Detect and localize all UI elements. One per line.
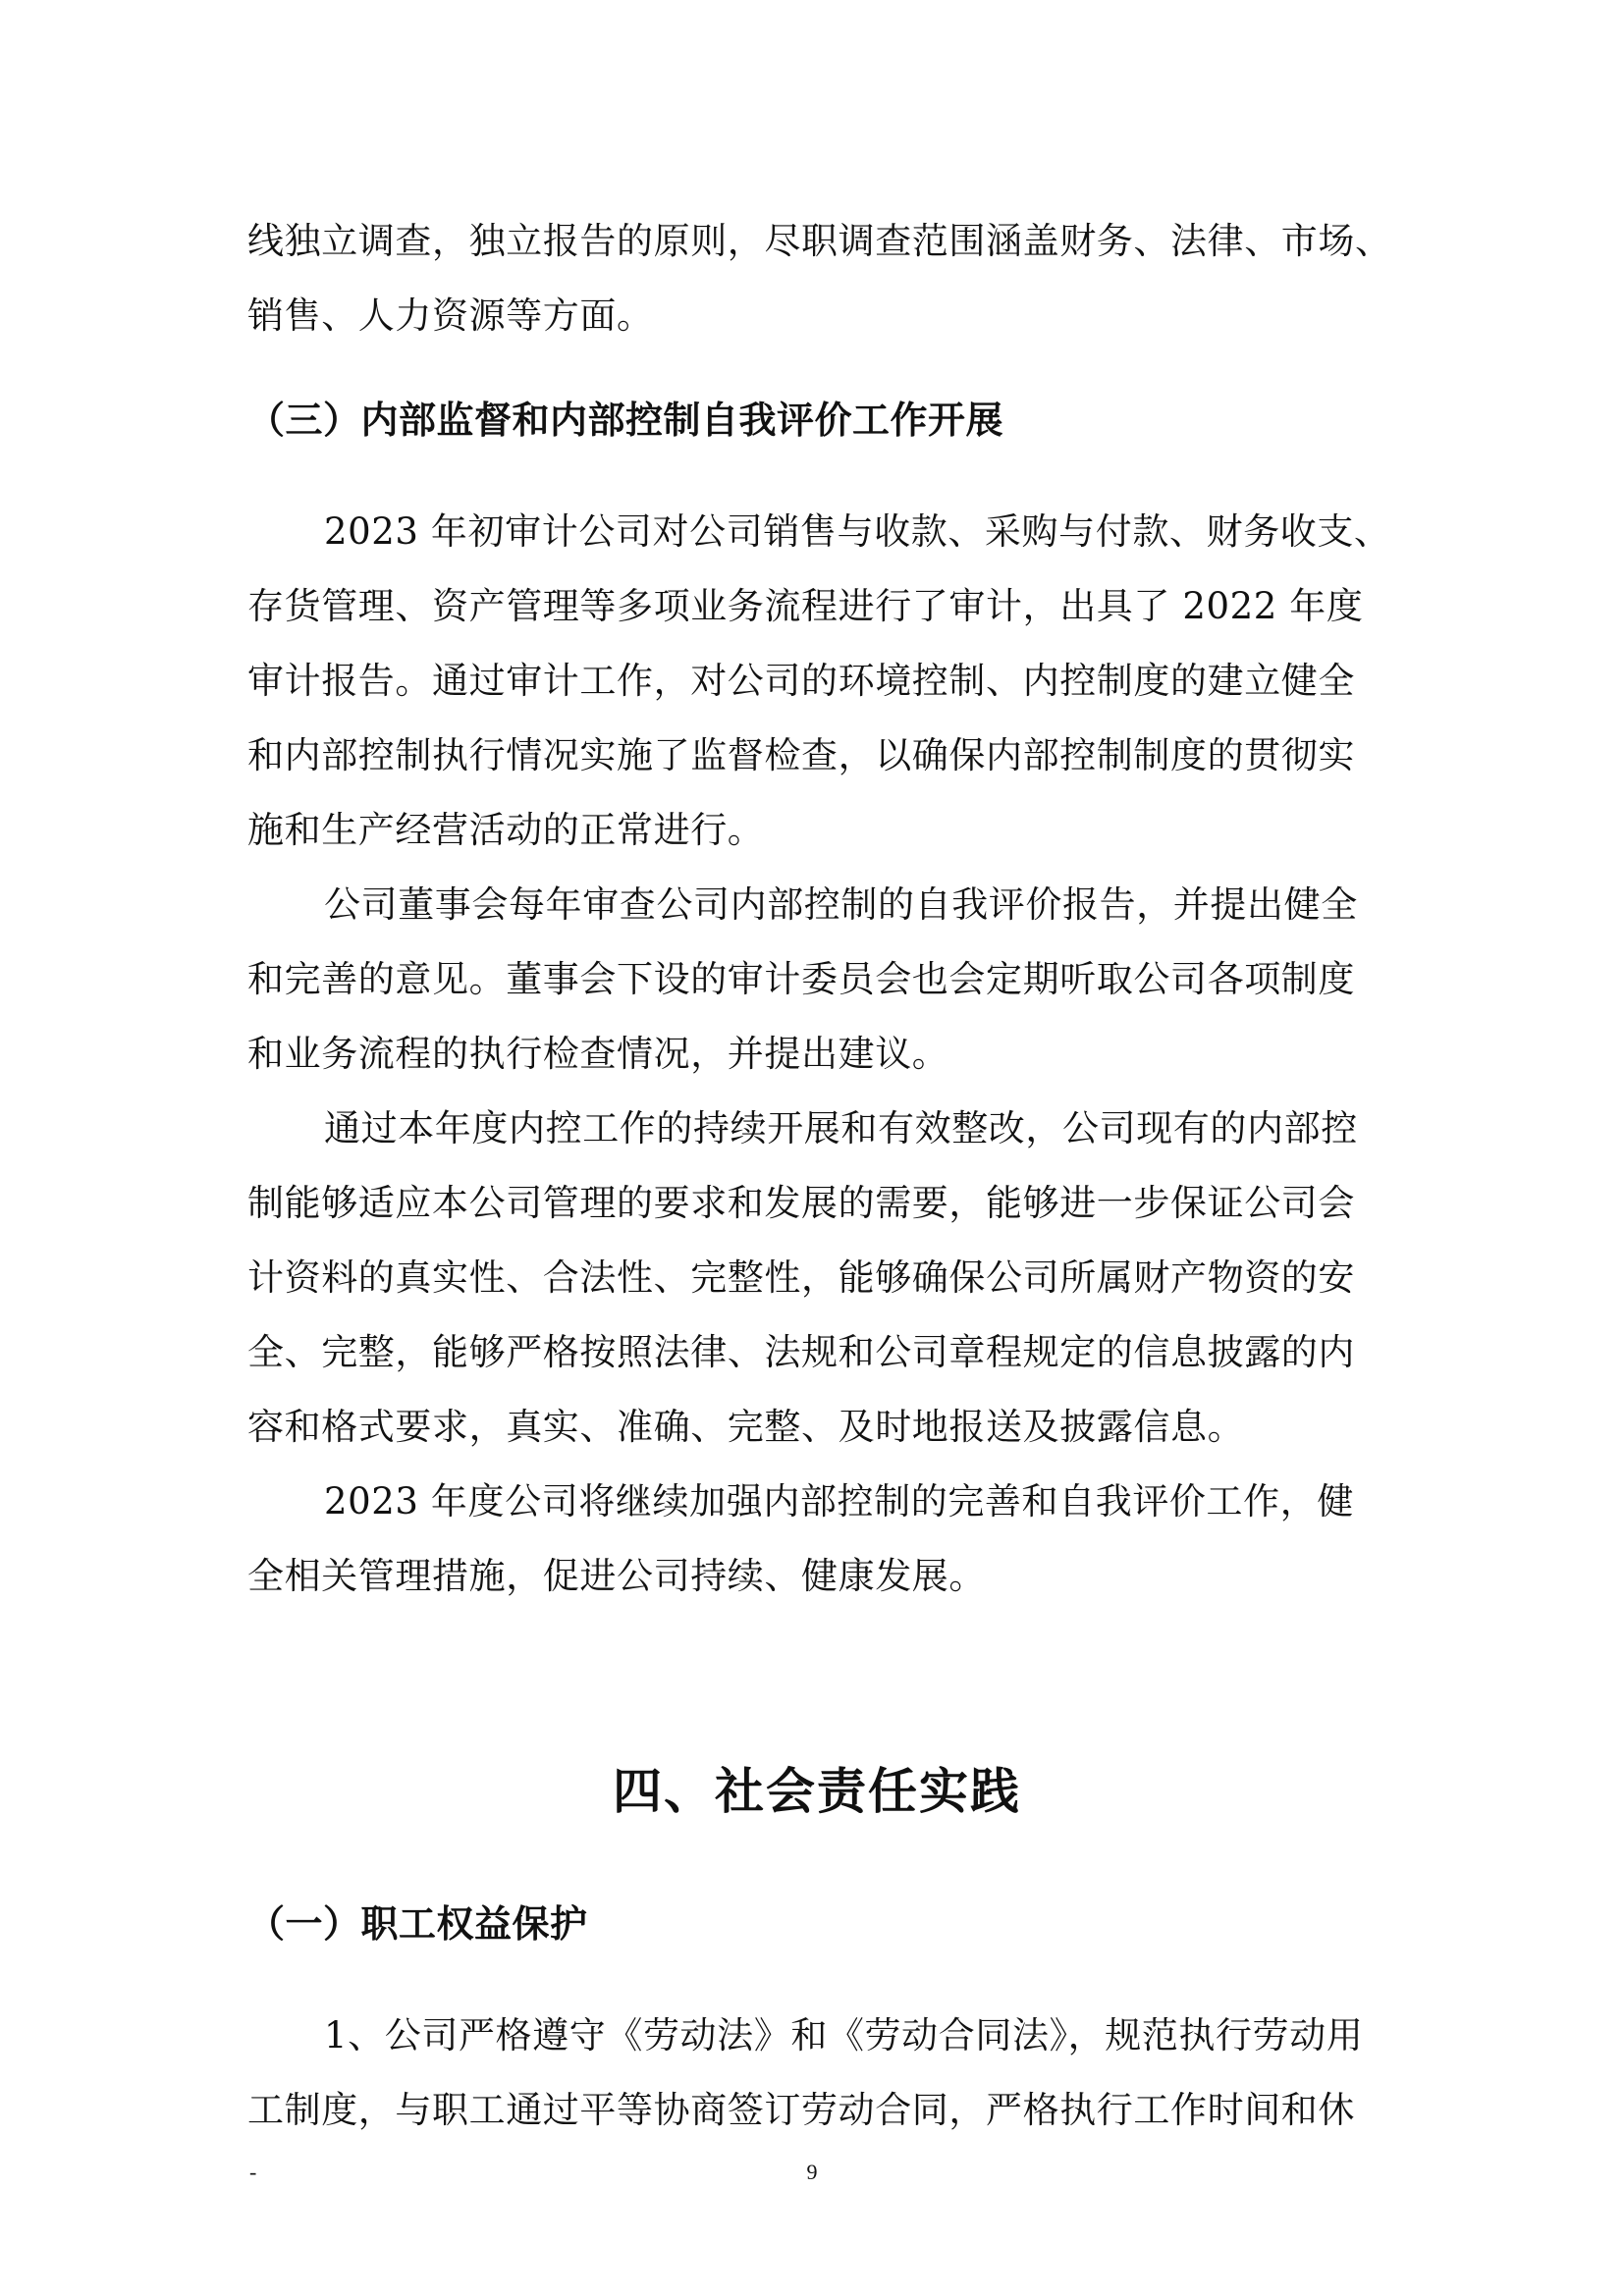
text-line: 全相关管理措施，促进公司持续、健康发展。 [247, 1555, 986, 1597]
paragraph-labor-law [247, 1999, 1386, 2148]
page-number: 9 [806, 2160, 818, 2184]
paragraph-board-review [247, 868, 1386, 1092]
text-line: 工制度，与职工通过平等协商签订劳动合同，严格执行工作时间和休 [247, 2089, 1355, 2131]
paragraph-audit [247, 495, 1391, 868]
text-line: 线独立调查，独立报告的原则，尽职调查范围涵盖财务、法律、市场、 [247, 220, 1392, 262]
chapter-heading-social-responsibility: 四、社会责任实践 [613, 1763, 1021, 1820]
text-line: 销售、人力资源等方面。 [247, 294, 654, 337]
text-line: 审计报告。通过审计工作，对公司的环境控制、内控制度的建立健全 [247, 660, 1355, 702]
text-line: 通过本年度内控工作的持续开展和有效整改，公司现有的内部控 [324, 1107, 1358, 1149]
paragraph-2023-plan [247, 1465, 1386, 1614]
text-line: 存货管理、资产管理等多项业务流程进行了审计，出具了 2022 年度 [247, 585, 1364, 627]
page-footer [0, 2160, 1624, 2189]
footer-mark: - [249, 2160, 257, 2184]
section-heading-employee-rights: （一）职工权益保护 [247, 1902, 588, 1946]
text-line: 容和格式要求，真实、准确、完整、及时地报送及披露信息。 [247, 1406, 1245, 1448]
text-line: 施和生产经营活动的正常进行。 [247, 809, 765, 851]
text-line: 制能够适应本公司管理的要求和发展的需要，能够进一步保证公司会 [247, 1182, 1355, 1224]
text-line: 1、公司严格遵守《劳动法》和《劳动合同法》，规范执行劳动用 [324, 2014, 1364, 2056]
text-line: 全、完整，能够严格按照法律、法规和公司章程规定的信息披露的内 [247, 1331, 1355, 1373]
text-line: 2023 年初审计公司对公司销售与收款、采购与付款、财务收支、 [324, 510, 1391, 553]
text-line: 和完善的意见。董事会下设的审计委员会也会定期听取公司各项制度 [247, 958, 1355, 1000]
paragraph-internal-control-results [247, 1092, 1386, 1465]
page-content [247, 204, 1392, 2148]
text-line: 和内部控制执行情况实施了监督检查，以确保内部控制制度的贯彻实 [247, 734, 1355, 776]
section-heading-internal-supervision: （三）内部监督和内部控制自我评价工作开展 [247, 399, 1004, 442]
text-line: 计资料的真实性、合法性、完整性，能够确保公司所属财产物资的安 [247, 1256, 1355, 1299]
text-line: 和业务流程的执行检查情况，并提出建议。 [247, 1033, 949, 1075]
text-line: 2023 年度公司将继续加强内部控制的完善和自我评价工作，健 [324, 1480, 1354, 1522]
continuation-paragraph [247, 204, 1392, 353]
text-line: 公司董事会每年审查公司内部控制的自我评价报告，并提出健全 [324, 883, 1358, 926]
